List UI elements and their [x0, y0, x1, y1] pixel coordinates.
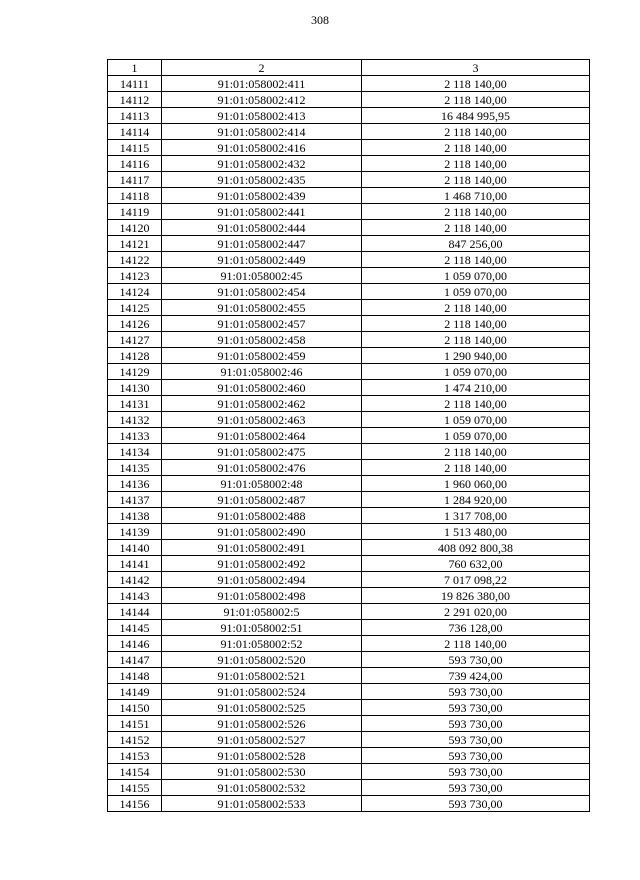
table-header [108, 60, 590, 76]
table-row [108, 364, 590, 380]
table-row [108, 668, 590, 684]
cadastral-number-cell: 91:01:058002:533 [162, 796, 362, 812]
cadastral-number-cell: 91:01:058002:46 [162, 364, 362, 380]
value-cell: 2 118 140,00 [362, 76, 590, 92]
value-cell: 16 484 995,95 [362, 108, 590, 124]
cadastral-number-cell: 91:01:058002:527 [162, 732, 362, 748]
row-number-cell: 14111 [108, 76, 162, 92]
header-cell-2: 2 [162, 60, 362, 76]
value-cell: 736 128,00 [362, 620, 590, 636]
table-row [108, 172, 590, 188]
cadastral-number-cell: 91:01:058002:449 [162, 252, 362, 268]
cadastral-number-cell: 91:01:058002:491 [162, 540, 362, 556]
cadastral-number-cell: 91:01:058002:457 [162, 316, 362, 332]
row-number-cell: 14130 [108, 380, 162, 396]
table-row [108, 124, 590, 140]
value-cell: 593 730,00 [362, 780, 590, 796]
table-row [108, 764, 590, 780]
value-cell: 2 118 140,00 [362, 172, 590, 188]
value-cell: 593 730,00 [362, 700, 590, 716]
table-row [108, 252, 590, 268]
row-number-cell: 14156 [108, 796, 162, 812]
value-cell: 2 118 140,00 [362, 252, 590, 268]
row-number-cell: 14113 [108, 108, 162, 124]
cadastral-number-cell: 91:01:058002:460 [162, 380, 362, 396]
cadastral-number-cell: 91:01:058002:532 [162, 780, 362, 796]
table-row [108, 412, 590, 428]
row-number-cell: 14143 [108, 588, 162, 604]
row-number-cell: 14123 [108, 268, 162, 284]
cadastral-number-cell: 91:01:058002:464 [162, 428, 362, 444]
row-number-cell: 14146 [108, 636, 162, 652]
value-cell: 2 118 140,00 [362, 220, 590, 236]
page-number: 308 [311, 13, 329, 27]
cadastral-number-cell: 91:01:058002:48 [162, 476, 362, 492]
cadastral-number-cell: 91:01:058002:463 [162, 412, 362, 428]
cadastral-number-cell: 91:01:058002:459 [162, 348, 362, 364]
table-row [108, 284, 590, 300]
cadastral-number-cell: 91:01:058002:413 [162, 108, 362, 124]
table-row [108, 268, 590, 284]
row-number-cell: 14136 [108, 476, 162, 492]
cadastral-number-cell: 91:01:058002:462 [162, 396, 362, 412]
cadastral-number-cell: 91:01:058002:454 [162, 284, 362, 300]
row-number-cell: 14134 [108, 444, 162, 460]
table-row [108, 332, 590, 348]
cadastral-number-cell: 91:01:058002:5 [162, 604, 362, 620]
cadastral-number-cell: 91:01:058002:447 [162, 236, 362, 252]
value-cell: 2 118 140,00 [362, 124, 590, 140]
table-row [108, 348, 590, 364]
cadastral-number-cell: 91:01:058002:525 [162, 700, 362, 716]
table-row [108, 188, 590, 204]
header-cell-1: 1 [108, 60, 162, 76]
row-number-cell: 14140 [108, 540, 162, 556]
table-row [108, 428, 590, 444]
cadastral-number-cell: 91:01:058002:411 [162, 76, 362, 92]
cadastral-number-cell: 91:01:058002:520 [162, 652, 362, 668]
table-row [108, 540, 590, 556]
row-number-cell: 14145 [108, 620, 162, 636]
table-row [108, 796, 590, 812]
row-number-cell: 14132 [108, 412, 162, 428]
row-number-cell: 14129 [108, 364, 162, 380]
table-row [108, 300, 590, 316]
cadastral-number-cell: 91:01:058002:528 [162, 748, 362, 764]
header-cell-3: 3 [362, 60, 590, 76]
row-number-cell: 14126 [108, 316, 162, 332]
row-number-cell: 14138 [108, 508, 162, 524]
table-row [108, 508, 590, 524]
row-number-cell: 14118 [108, 188, 162, 204]
row-number-cell: 14122 [108, 252, 162, 268]
row-number-cell: 14121 [108, 236, 162, 252]
value-cell: 593 730,00 [362, 764, 590, 780]
cadastral-number-cell: 91:01:058002:530 [162, 764, 362, 780]
cadastral-number-cell: 91:01:058002:458 [162, 332, 362, 348]
table-row [108, 524, 590, 540]
table-row [108, 700, 590, 716]
row-number-cell: 14133 [108, 428, 162, 444]
value-cell: 2 291 020,00 [362, 604, 590, 620]
cadastral-number-cell: 91:01:058002:45 [162, 268, 362, 284]
value-cell: 1 059 070,00 [362, 428, 590, 444]
cadastral-number-cell: 91:01:058002:441 [162, 204, 362, 220]
cadastral-number-cell: 91:01:058002:494 [162, 572, 362, 588]
table-row [108, 316, 590, 332]
value-cell: 19 826 380,00 [362, 588, 590, 604]
value-cell: 1 059 070,00 [362, 364, 590, 380]
value-cell: 408 092 800,38 [362, 540, 590, 556]
value-cell: 2 118 140,00 [362, 460, 590, 476]
value-cell: 2 118 140,00 [362, 316, 590, 332]
row-number-cell: 14152 [108, 732, 162, 748]
cadastral-value-table [107, 59, 590, 812]
table-row [108, 236, 590, 252]
value-cell: 2 118 140,00 [362, 140, 590, 156]
value-cell: 2 118 140,00 [362, 204, 590, 220]
value-cell: 1 284 920,00 [362, 492, 590, 508]
row-number-cell: 14151 [108, 716, 162, 732]
table-row [108, 572, 590, 588]
row-number-cell: 14154 [108, 764, 162, 780]
table-row [108, 636, 590, 652]
row-number-cell: 14115 [108, 140, 162, 156]
table-row [108, 684, 590, 700]
table-row [108, 140, 590, 156]
row-number-cell: 14117 [108, 172, 162, 188]
row-number-cell: 14139 [108, 524, 162, 540]
row-number-cell: 14150 [108, 700, 162, 716]
table-row [108, 588, 590, 604]
row-number-cell: 14137 [108, 492, 162, 508]
cadastral-number-cell: 91:01:058002:492 [162, 556, 362, 572]
table-row [108, 204, 590, 220]
table-body [108, 76, 590, 812]
cadastral-number-cell: 91:01:058002:439 [162, 188, 362, 204]
row-number-cell: 14149 [108, 684, 162, 700]
cadastral-number-cell: 91:01:058002:526 [162, 716, 362, 732]
table-row [108, 604, 590, 620]
row-number-cell: 14128 [108, 348, 162, 364]
value-cell: 1 513 480,00 [362, 524, 590, 540]
value-cell: 1 317 708,00 [362, 508, 590, 524]
row-number-cell: 14125 [108, 300, 162, 316]
value-cell: 1 474 210,00 [362, 380, 590, 396]
cadastral-number-cell: 91:01:058002:416 [162, 140, 362, 156]
cadastral-number-cell: 91:01:058002:51 [162, 620, 362, 636]
value-cell: 593 730,00 [362, 748, 590, 764]
value-cell: 593 730,00 [362, 732, 590, 748]
table-row [108, 108, 590, 124]
value-cell: 739 424,00 [362, 668, 590, 684]
cadastral-number-cell: 91:01:058002:432 [162, 156, 362, 172]
table-row [108, 76, 590, 92]
header-row [108, 60, 590, 76]
cadastral-number-cell: 91:01:058002:414 [162, 124, 362, 140]
table-row [108, 556, 590, 572]
row-number-cell: 14144 [108, 604, 162, 620]
cadastral-number-cell: 91:01:058002:52 [162, 636, 362, 652]
table-row [108, 460, 590, 476]
row-number-cell: 14131 [108, 396, 162, 412]
row-number-cell: 14141 [108, 556, 162, 572]
cadastral-number-cell: 91:01:058002:444 [162, 220, 362, 236]
cadastral-number-cell: 91:01:058002:412 [162, 92, 362, 108]
cadastral-number-cell: 91:01:058002:490 [162, 524, 362, 540]
table-row [108, 652, 590, 668]
value-cell: 847 256,00 [362, 236, 590, 252]
value-cell: 2 118 140,00 [362, 332, 590, 348]
value-cell: 1 059 070,00 [362, 412, 590, 428]
value-cell: 2 118 140,00 [362, 444, 590, 460]
table-row [108, 492, 590, 508]
value-cell: 1 960 060,00 [362, 476, 590, 492]
row-number-cell: 14127 [108, 332, 162, 348]
cadastral-number-cell: 91:01:058002:476 [162, 460, 362, 476]
value-cell: 1 059 070,00 [362, 284, 590, 300]
table-row [108, 732, 590, 748]
row-number-cell: 14120 [108, 220, 162, 236]
cadastral-number-cell: 91:01:058002:435 [162, 172, 362, 188]
table-row [108, 476, 590, 492]
value-cell: 593 730,00 [362, 716, 590, 732]
row-number-cell: 14124 [108, 284, 162, 300]
row-number-cell: 14147 [108, 652, 162, 668]
row-number-cell: 14155 [108, 780, 162, 796]
value-cell: 1 059 070,00 [362, 268, 590, 284]
row-number-cell: 14135 [108, 460, 162, 476]
table-row [108, 220, 590, 236]
row-number-cell: 14119 [108, 204, 162, 220]
row-number-cell: 14148 [108, 668, 162, 684]
value-cell: 2 118 140,00 [362, 636, 590, 652]
value-cell: 2 118 140,00 [362, 156, 590, 172]
value-cell: 593 730,00 [362, 796, 590, 812]
table-row [108, 380, 590, 396]
table-row [108, 748, 590, 764]
value-cell: 2 118 140,00 [362, 92, 590, 108]
row-number-cell: 14116 [108, 156, 162, 172]
value-cell: 2 118 140,00 [362, 396, 590, 412]
value-cell: 593 730,00 [362, 652, 590, 668]
value-cell: 1 468 710,00 [362, 188, 590, 204]
cadastral-number-cell: 91:01:058002:498 [162, 588, 362, 604]
cadastral-number-cell: 91:01:058002:524 [162, 684, 362, 700]
table-row [108, 716, 590, 732]
value-cell: 1 290 940,00 [362, 348, 590, 364]
table-row [108, 444, 590, 460]
cadastral-number-cell: 91:01:058002:521 [162, 668, 362, 684]
table-row [108, 620, 590, 636]
value-cell: 760 632,00 [362, 556, 590, 572]
table-row [108, 92, 590, 108]
row-number-cell: 14112 [108, 92, 162, 108]
value-cell: 2 118 140,00 [362, 300, 590, 316]
value-cell: 593 730,00 [362, 684, 590, 700]
row-number-cell: 14153 [108, 748, 162, 764]
table-row [108, 396, 590, 412]
row-number-cell: 14114 [108, 124, 162, 140]
cadastral-number-cell: 91:01:058002:488 [162, 508, 362, 524]
value-cell: 7 017 098,22 [362, 572, 590, 588]
row-number-cell: 14142 [108, 572, 162, 588]
cadastral-number-cell: 91:01:058002:475 [162, 444, 362, 460]
table-row [108, 156, 590, 172]
cadastral-number-cell: 91:01:058002:455 [162, 300, 362, 316]
table-row [108, 780, 590, 796]
cadastral-number-cell: 91:01:058002:487 [162, 492, 362, 508]
